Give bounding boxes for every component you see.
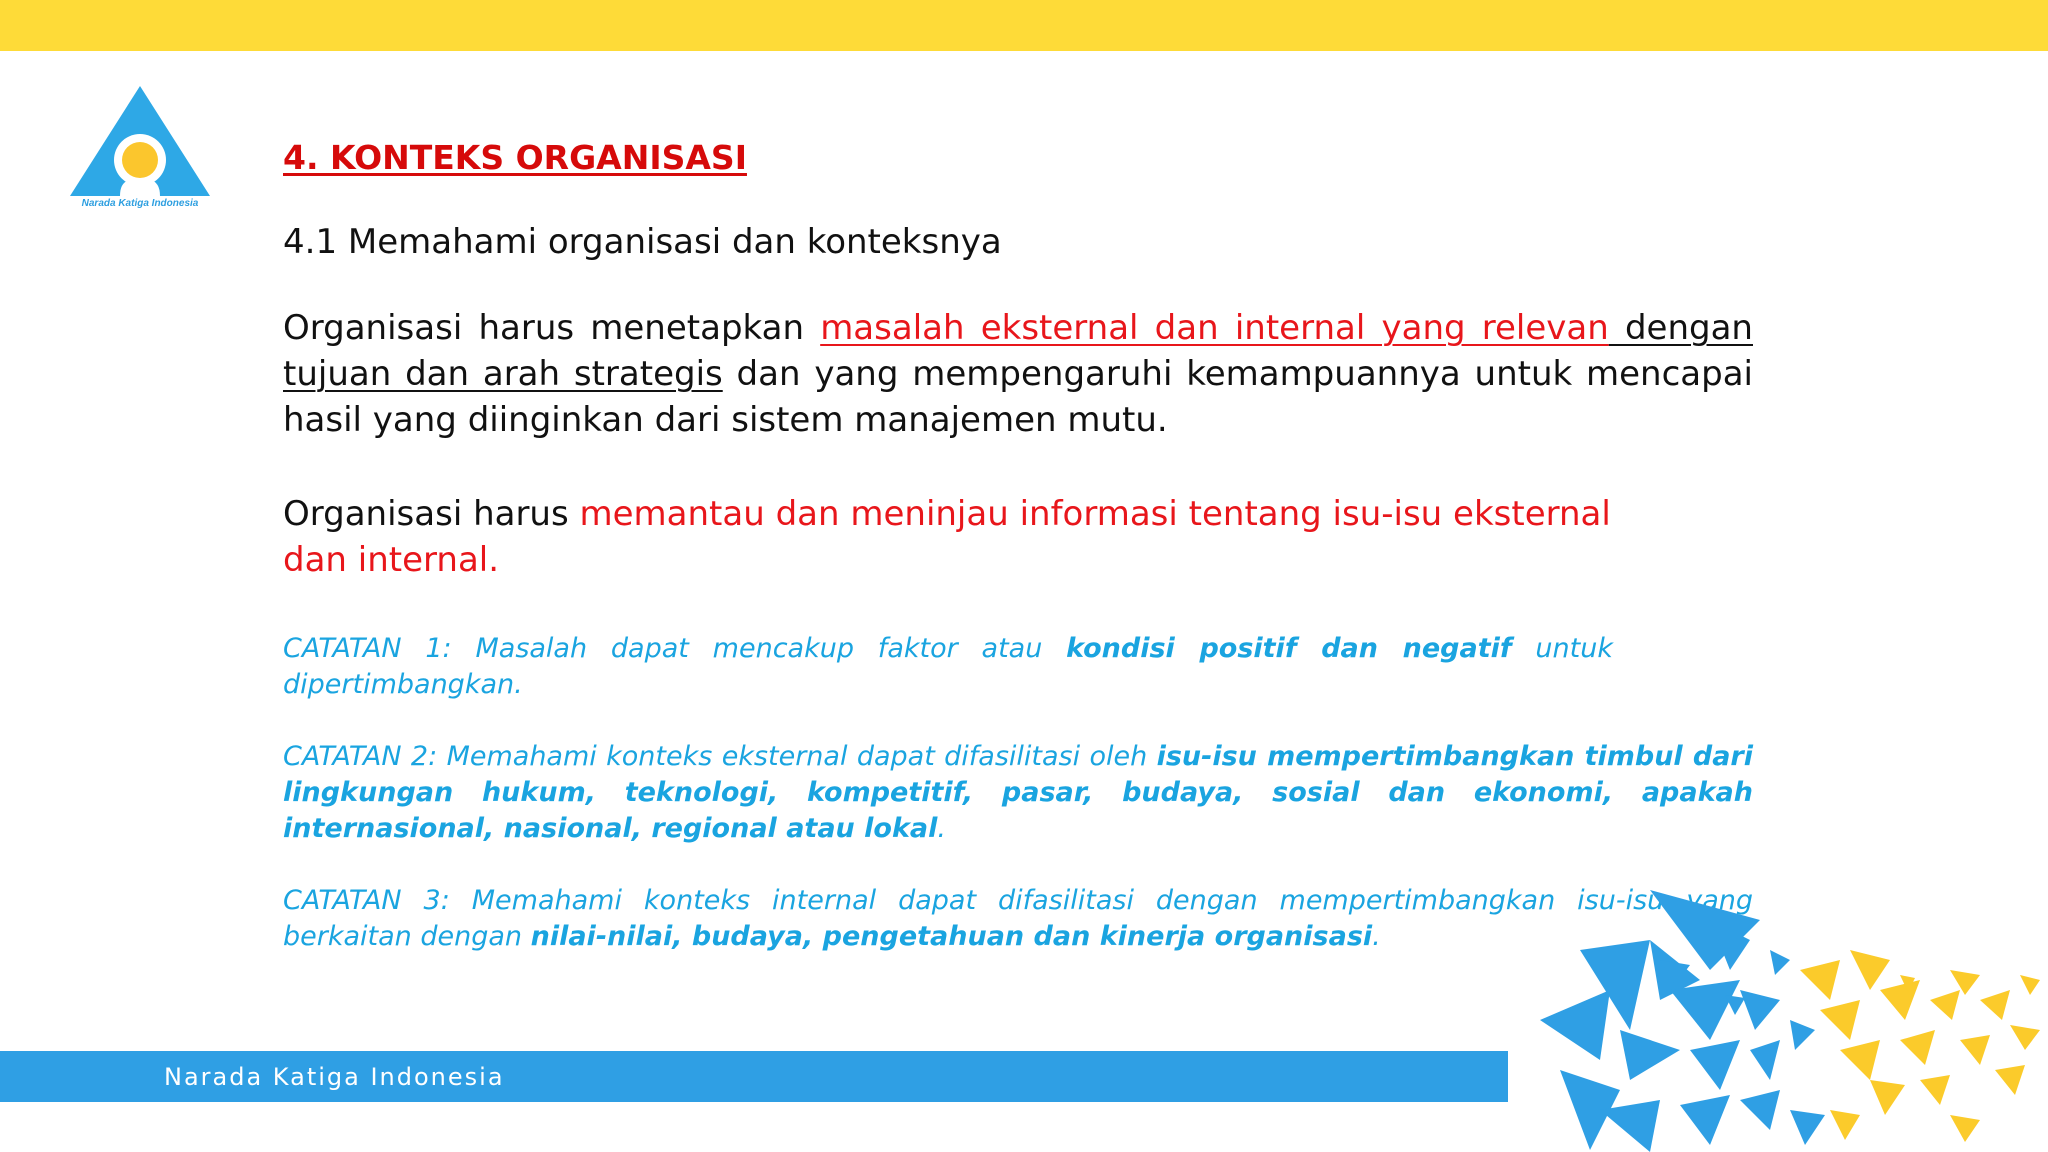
note-3-end: . bbox=[1372, 921, 1381, 952]
top-bar bbox=[0, 0, 2048, 51]
paragraph-2 bbox=[283, 491, 1623, 583]
paragraph-2-highlight-end: dan internal. bbox=[283, 540, 500, 580]
note-1-text: CATATAN 1: Masalah dapat mencakup faktor atau bbox=[283, 633, 1067, 664]
note-2-bold: isu-isu mempertimbangkan timbul dari lingkungan hukum, teknologi, kompetitif, pasar, budaya, sosial dan ekonomi, apakah internasional, nasional, regional atau lokal bbox=[283, 741, 1753, 844]
paragraph-1-underlined: tujuan dan arah strategis bbox=[283, 354, 723, 394]
paragraph-2-text: Organisasi harus bbox=[283, 494, 580, 534]
paragraph-1-connector: dengan bbox=[1608, 308, 1753, 348]
note-2-end: . bbox=[937, 813, 947, 844]
note-3-bold: nilai-nilai, budaya, pengetahuan dan kinerja organisasi bbox=[530, 921, 1373, 952]
note-2-text: CATATAN 2: Memahami konteks eksternal dapat difasilitasi oleh bbox=[283, 741, 1157, 772]
note-3-text: CATATAN 3: Memahami konteks internal dapat difasilitasi dengan mempertimbangkan isu-isu yang berkaitan dengan bbox=[283, 885, 1753, 952]
note-2 bbox=[283, 739, 1753, 847]
page-title: 4. KONTEKS ORGANISASI bbox=[283, 138, 747, 177]
footer-text: Narada Katiga Indonesia bbox=[164, 1063, 505, 1091]
section-subheading: 4.1 Memahami organisasi dan konteksnya bbox=[283, 222, 1002, 262]
logo-triangle-icon bbox=[68, 84, 212, 196]
paragraph-1-rest: dan yang mempengaruhi kemampuannya untuk mencapai hasil yang diinginkan dari sistem manajemen mutu. bbox=[283, 354, 1753, 440]
logo bbox=[68, 84, 212, 216]
decorative-triangles-icon bbox=[1540, 880, 2048, 1152]
paragraph-1-text: Organisasi harus menetapkan bbox=[283, 308, 821, 348]
note-1-bold: kondisi positif dan negatif bbox=[1066, 633, 1512, 664]
note-3 bbox=[283, 883, 1753, 955]
paragraph-1 bbox=[283, 305, 1753, 443]
paragraph-2-highlight: memantau dan meninjau informasi tentang isu-isu eksternal bbox=[579, 494, 1611, 534]
note-1 bbox=[283, 631, 1613, 703]
logo-text: Narada Katiga Indonesia bbox=[81, 198, 199, 209]
footer-bar bbox=[0, 1051, 1508, 1102]
note-1-end: untuk dipertimbangkan. bbox=[283, 633, 1613, 700]
slide-content bbox=[283, 130, 1753, 955]
paragraph-1-highlight: masalah eksternal dan internal yang relevan bbox=[820, 308, 1609, 348]
